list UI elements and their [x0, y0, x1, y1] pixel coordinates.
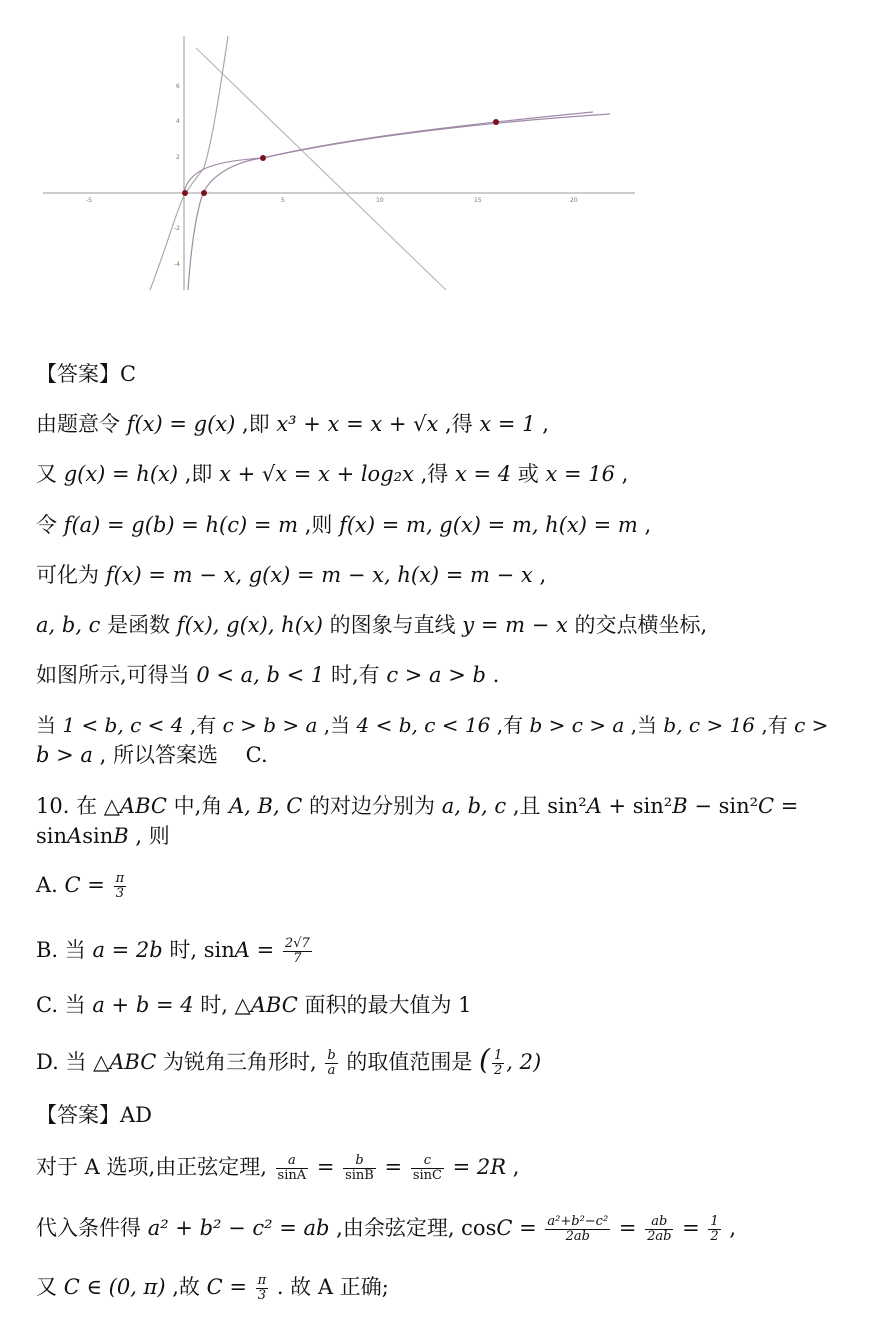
denominator: sinC — [412, 1168, 442, 1183]
numerator: 2√7 — [284, 936, 310, 951]
math: A — [586, 794, 602, 818]
math: x = 4 — [454, 462, 512, 486]
answer-label: 【答案】AD — [36, 1103, 153, 1127]
math: , 2) — [506, 1050, 542, 1074]
text: A. — [36, 873, 65, 897]
math: a + b = 4 — [92, 993, 194, 1017]
math: B — [113, 824, 129, 848]
numerator: a — [276, 1154, 309, 1169]
denominator: sinB — [345, 1168, 374, 1183]
math: c > a > b — [386, 663, 486, 687]
fraction — [411, 1154, 444, 1183]
math: f(x), g(x), h(x) — [176, 613, 323, 637]
math: b > a — [36, 743, 93, 767]
fraction — [276, 1154, 309, 1183]
text: 的取值范围是 — [339, 1050, 480, 1074]
math: a, b, c — [441, 794, 507, 818]
text: 时, △ — [193, 993, 251, 1017]
math: x = 1 — [479, 412, 536, 436]
line-y-equals-m-minus-x — [196, 48, 446, 290]
fraction — [325, 1049, 337, 1078]
solution-line-7 — [36, 710, 828, 740]
numerator: a²+b²−c² — [547, 1214, 609, 1229]
x-tick-label: 15 — [474, 197, 482, 204]
text: = — [675, 1216, 707, 1240]
text: D. 当 △ — [36, 1050, 110, 1074]
fraction — [645, 1215, 673, 1244]
math: c > — [794, 713, 829, 737]
solution-line-6 — [36, 660, 499, 690]
text: sin — [36, 824, 68, 848]
text: 对于 A 选项,由正弦定理, — [36, 1155, 274, 1179]
math: B — [672, 794, 688, 818]
solution-line-1 — [36, 409, 549, 439]
text: 面积的最大值为 1 — [297, 993, 472, 1017]
text: ,则 — [298, 513, 340, 537]
text: C. 当 — [36, 993, 93, 1017]
text: , 则 — [128, 824, 170, 848]
x-tick-label: -5 — [86, 197, 92, 204]
math: b > c > a — [529, 713, 625, 737]
text: = — [512, 1216, 544, 1240]
fraction — [343, 1154, 376, 1183]
text: 或 — [511, 462, 546, 486]
text: = — [445, 1155, 477, 1179]
math: C = — [206, 1275, 254, 1299]
denominator: 2ab — [565, 1229, 590, 1244]
numerator: c — [411, 1154, 444, 1169]
text: 又 — [36, 462, 64, 486]
text: 的对边分别为 — [302, 794, 442, 818]
numerator: π — [115, 871, 125, 886]
text: = — [377, 1155, 409, 1179]
math: g(x) = h(x) — [63, 462, 179, 486]
math: C — [758, 794, 775, 818]
math: 1 < b, c < 4 — [62, 713, 184, 737]
curve-g — [184, 112, 593, 193]
math: y = m − x — [462, 613, 568, 637]
text: , — [532, 563, 547, 587]
text: 中,角 — [166, 794, 229, 818]
text: ,故 — [165, 1275, 207, 1299]
text: ,得 — [438, 412, 480, 436]
text: sin — [82, 824, 114, 848]
y-tick-label: 2 — [176, 154, 180, 161]
intersection-point — [201, 190, 207, 196]
text: , 所以答案选 C. — [92, 743, 268, 767]
text: 的交点横坐标, — [567, 613, 708, 637]
text: ,有 — [183, 713, 223, 737]
text: ,由余弦定理, cos — [329, 1216, 497, 1240]
intersection-point — [260, 155, 266, 161]
solution-line-3 — [36, 510, 651, 540]
y-tick-label: -4 — [174, 261, 180, 268]
math: ABC — [109, 1050, 157, 1074]
denominator: 3 — [115, 886, 124, 901]
numerator: ab — [645, 1215, 673, 1230]
text: = — [249, 938, 281, 962]
math: ABC — [119, 794, 167, 818]
text: = — [774, 794, 799, 818]
math: f(x) = m − x, g(x) = m − x, h(x) = m − x — [105, 563, 533, 587]
text: = — [80, 873, 112, 897]
question-10-stem-cont — [36, 821, 170, 851]
text: ,当 — [624, 713, 664, 737]
text: 代入条件得 — [36, 1216, 148, 1240]
math: C — [496, 1216, 513, 1240]
text: ,且 sin² — [506, 794, 587, 818]
text: − sin² — [687, 794, 759, 818]
math: 4 < b, c < 16 — [356, 713, 491, 737]
numerator: 1 — [493, 1048, 503, 1063]
denominator: 7 — [293, 951, 302, 966]
math: x³ + x = x + √x — [276, 412, 439, 436]
math: b, c > 16 — [663, 713, 756, 737]
math: ABC — [250, 993, 298, 1017]
fraction — [283, 937, 312, 966]
text: 是函数 — [100, 613, 177, 637]
math: C — [64, 873, 81, 897]
denominator: a — [327, 1063, 336, 1078]
math: x = 16 — [545, 462, 615, 486]
denominator: 2 — [493, 1063, 503, 1078]
question-10-stem — [36, 791, 798, 821]
numerator: 1 — [710, 1214, 719, 1229]
math: c > b > a — [222, 713, 318, 737]
math: A — [67, 824, 83, 848]
text: = — [612, 1216, 644, 1240]
math: a² + b² − c² = ab — [147, 1216, 330, 1240]
text: , — [614, 462, 629, 486]
function-graph — [38, 28, 638, 293]
text: ,即 — [235, 412, 277, 436]
text: ,有 — [755, 713, 795, 737]
y-tick-label: -2 — [174, 225, 180, 232]
math: ( — [479, 1043, 490, 1076]
text: 由题意令 — [36, 412, 127, 436]
denominator: 3 — [257, 1288, 267, 1303]
option-a — [36, 870, 128, 901]
solution-a-line-1 — [36, 1152, 519, 1183]
y-tick-label: 6 — [176, 83, 180, 90]
fraction — [545, 1215, 610, 1244]
x-tick-label: 10 — [376, 197, 384, 204]
denominator: 2ab — [647, 1229, 672, 1244]
text: ,即 — [178, 462, 220, 486]
solution-a-line-2 — [36, 1213, 736, 1244]
intersection-point — [182, 190, 188, 196]
math: 0 < a, b < 1 — [196, 663, 325, 687]
text: . — [485, 663, 500, 687]
option-d — [36, 1045, 541, 1078]
text: 为锐角三角形时, — [156, 1050, 324, 1074]
text: 的图象与直线 — [322, 613, 463, 637]
text: 如图所示,可得当 — [36, 663, 197, 687]
math: a = 2b — [92, 938, 163, 962]
option-c — [36, 990, 472, 1020]
curve-h — [188, 114, 610, 290]
math: C ∈ (0, π) — [63, 1275, 166, 1299]
denominator: sinA — [277, 1168, 307, 1183]
fraction — [492, 1049, 504, 1078]
text: 10. 在 △ — [36, 794, 120, 818]
solution-line-4 — [36, 560, 546, 590]
text: 时,有 — [324, 663, 387, 687]
math: x + √x = x + log₂x — [219, 462, 414, 486]
math: a, b, c — [36, 613, 101, 637]
solution-line-8 — [36, 740, 268, 770]
answer-label: 【答案】C — [36, 362, 137, 386]
fraction — [708, 1215, 720, 1244]
text: . 故 A 正确; — [270, 1275, 389, 1299]
math: f(a) = g(b) = h(c) = m — [63, 513, 299, 537]
fraction — [256, 1274, 269, 1303]
curve-f — [150, 36, 228, 290]
text: B. 当 — [36, 938, 93, 962]
x-tick-label: 20 — [570, 197, 578, 204]
text: + sin² — [601, 794, 673, 818]
math: f(x) = g(x) — [126, 412, 236, 436]
solution-a-line-3 — [36, 1272, 389, 1303]
fraction — [114, 872, 127, 901]
text: 令 — [36, 513, 64, 537]
y-tick-label: 4 — [176, 118, 180, 125]
text: 可化为 — [36, 563, 106, 587]
math: 2R — [476, 1155, 507, 1179]
solution-line-5 — [36, 610, 707, 640]
numerator: b — [327, 1048, 336, 1063]
text: ,得 — [413, 462, 455, 486]
text: ,有 — [490, 713, 530, 737]
denominator: 2 — [710, 1229, 719, 1244]
text: , — [637, 513, 652, 537]
text: , — [722, 1216, 737, 1240]
numerator: π — [257, 1273, 267, 1288]
text: 又 — [36, 1275, 64, 1299]
solution-line-2 — [36, 459, 628, 489]
math: f(x) = m, g(x) = m, h(x) = m — [339, 513, 638, 537]
text: = — [310, 1155, 342, 1179]
intersection-point — [493, 119, 499, 125]
text: ,当 — [317, 713, 357, 737]
option-b — [36, 935, 314, 966]
text: , — [506, 1155, 520, 1179]
text: 当 — [36, 713, 63, 737]
text: , — [535, 412, 549, 436]
x-tick-label: 5 — [281, 197, 285, 204]
math: A, B, C — [229, 794, 303, 818]
text: 时, sin — [162, 938, 235, 962]
math: A — [234, 938, 250, 962]
numerator: b — [343, 1154, 376, 1169]
